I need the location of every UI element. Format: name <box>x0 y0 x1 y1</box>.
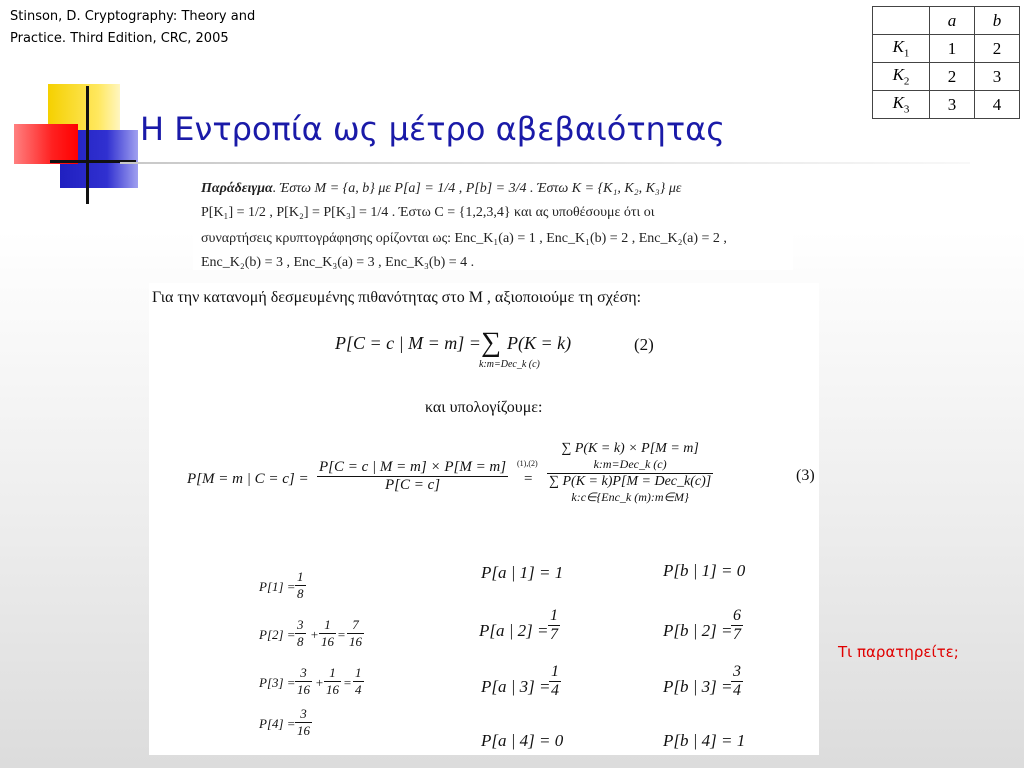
pc-2-plus: + <box>310 627 319 642</box>
pc-3-lhs: P[3] = <box>259 675 296 690</box>
table-header-cell: b <box>975 7 1020 35</box>
eq3-number: (3) <box>796 467 815 484</box>
eq3-big-fraction <box>547 441 713 506</box>
pc-4-frac: $\frac{3}{16}$ <box>297 706 310 738</box>
key-cell: $K_3$ <box>873 91 930 119</box>
example-line-2: P[K₁] = 1/2 , P[K₂] = P[K₃] = 1/4 . Έστω C = {1,2,3,4} και ας υποθέσουμε ότι οι <box>201 205 655 220</box>
pc-3-plus: + <box>315 675 324 690</box>
pc-3-frac-a: $\frac{3}{16}$ <box>297 665 310 697</box>
pc-1-frac: $\frac{1}{8}$ <box>297 569 304 601</box>
example-line-4: Enc_K₂(b) = 3 , Enc_K₃(a) = 3 , Enc_K₃(b) = 4 . <box>201 255 475 270</box>
eq3-fraction-numerator: P[C = c | M = m] × P[M = m] <box>319 459 507 475</box>
pb-4: P[b | 4] = 1 <box>663 731 746 750</box>
reference-line-1: Stinson, D. Cryptography: Theory and <box>10 9 256 24</box>
pc-1-lhs: P[1] = <box>259 579 296 594</box>
table-cell: 2 <box>930 63 975 91</box>
table-cell: 3 <box>930 91 975 119</box>
eq2-sum-subscript: k:m=Dec_k (c) <box>479 359 540 370</box>
table-cell: 4 <box>975 91 1020 119</box>
table-cell: 2 <box>975 35 1020 63</box>
pa-4: P[a | 4] = 0 <box>481 731 564 750</box>
pc-3-frac-b: $\frac{1}{16}$ <box>326 665 339 697</box>
eq3-big-denominator: ∑ P(K = k)P[M = Dec_k(c)] k:c∈{Enc_k (m):m∈M} <box>549 474 712 504</box>
pb-3-lhs: P[b | 3] = <box>663 677 733 696</box>
title-underline <box>120 162 970 164</box>
eq3-equals: = <box>524 471 533 487</box>
encryption-key-table <box>872 6 1020 119</box>
table-row <box>873 91 1020 119</box>
pc-3-equals: = <box>343 675 352 690</box>
key-cell: $K_2$ <box>873 63 930 91</box>
eq2-number: (2) <box>634 335 654 354</box>
key-cell: $K_1$ <box>873 35 930 63</box>
eq3-big-numerator-sub: k:m=Dec_k (c) <box>593 457 667 471</box>
pb-2-lhs: P[b | 2] = <box>663 621 733 640</box>
pc-2-frac-b: $\frac{1}{16}$ <box>321 617 334 649</box>
reference-citation <box>10 6 255 50</box>
pc-2-frac-a: $\frac{3}{8}$ <box>297 617 304 649</box>
table-row <box>873 35 1020 63</box>
table-cell: 3 <box>975 63 1020 91</box>
pa-3-lhs: P[a | 3] = <box>481 677 551 696</box>
table-cell: 1 <box>930 35 975 63</box>
eq3-big-denominator-sub: k:c∈{Enc_k (m):m∈M} <box>571 490 689 504</box>
eq3-lhs: P[M = m | C = c] = <box>187 471 309 487</box>
pa-2-lhs: P[a | 2] = <box>479 621 549 640</box>
eq2-lhs: P[C = c | M = m] = <box>335 333 481 353</box>
pc-2-frac-c: $\frac{7}{16}$ <box>349 617 362 649</box>
example-line-1: Παράδειγμα. Έστω M = {a, b} με P[a] = 1/4 , P[b] = 3/4 . Έστω K = {K₁, K₂, K₃} με <box>201 181 682 196</box>
pa-2-frac: $\frac{1}{7}$ <box>550 607 558 643</box>
question-note: Τι παρατηρείτε; <box>838 643 959 661</box>
eq3-big-numerator: ∑ P(K = k) × P[M = m] k:m=Dec_k (c) <box>547 441 713 474</box>
compute-text: και υπολογίζουμε: <box>425 399 543 416</box>
example-label: Παράδειγμα <box>201 181 273 196</box>
intro-text: Για την κατανομή δεσμευμένης πιθανότητας στο M , αξιοποιούμε τη σχέση: <box>152 289 642 306</box>
example-line-3: συναρτήσεις κρυπτογράφησης ορίζονται ως: Enc_K₁(a) = 1 , Enc_K₁(b) = 2 , Enc_K₂(a) = 2 , <box>201 231 727 246</box>
eq3-fraction <box>317 459 508 494</box>
slide-title: Η Εντροπία ως μέτρο αβεβαιότητας <box>140 110 725 148</box>
pc-3-frac-c: $\frac{1}{4}$ <box>355 665 362 697</box>
pa-1: P[a | 1] = 1 <box>481 563 564 582</box>
eq2-rhs: P(K = k) <box>507 333 572 353</box>
table-row <box>873 63 1020 91</box>
eq2-sum-symbol: ∑ <box>481 327 501 358</box>
pb-1: P[b | 1] = 0 <box>663 561 746 580</box>
pc-2-lhs: P[2] = <box>259 627 296 642</box>
reference-line-2: Practice. Third Edition, CRC, 2005 <box>10 31 229 46</box>
pa-3-frac: $\frac{1}{4}$ <box>551 663 559 699</box>
logo-red-square <box>14 124 78 164</box>
pc-2-equals: = <box>337 627 346 642</box>
example-paragraph <box>193 175 793 270</box>
logo-vertical-line <box>86 86 89 204</box>
pb-3-frac: $\frac{3}{4}$ <box>733 663 741 699</box>
pc-4-lhs: P[4] = <box>259 716 296 731</box>
table-header-cell <box>873 7 930 35</box>
table-header-row <box>873 7 1020 35</box>
formula-panel <box>149 283 819 755</box>
eq3-reference: (1),(2) <box>517 459 538 468</box>
eq3-fraction-denominator: P[C = c] <box>384 477 441 493</box>
table-header-cell: a <box>930 7 975 35</box>
pb-2-frac: $\frac{6}{7}$ <box>733 607 741 643</box>
